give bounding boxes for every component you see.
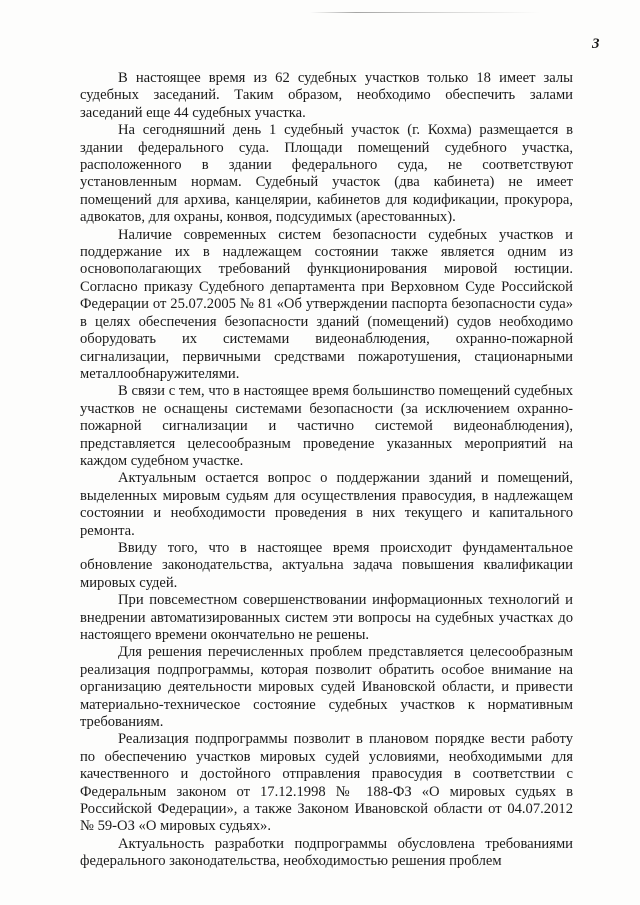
paragraph-information-technology: При повсеместном совершенствовании информационных технологий и внедрении автоматизированных систем эти вопросы на судебных участках до настоящего времени окончательно не решены. [80, 592, 573, 643]
paragraph-kokhma: На сегодняшний день 1 судебный участок (г. Кохма) размещается в здании федерального суда. Площади помещений судебного участка, расположенного в здании федерального суда, не соответствуют установленным нормам. Судебный участок (два кабинета) не имеет помещений для архива, канцелярии, кабинетов для кодификации, прокурора, адвокатов, для охраны, конвоя, подсудимых (арестованных). [80, 122, 573, 226]
paragraph-subprogram-solution: Для решения перечисленных проблем представляется целесообразным реализация подпрограммы, которая позволит обратить особое внимание на организацию деятельности мировых судей Ивановской области, и привести материально-техническое состояние судебных участков к нормативным требованиям. [80, 644, 573, 731]
paragraph-subprogram-implementation: Реализация подпрограммы позволит в плановом порядке вести работу по обеспечению участков мировых судей условиями, необходимыми для качественного и достойного отправления правосудия в соответствии с Федеральным законом от 17.12.1998 № 188-ФЗ «О мировых судьях в Российской Федерации», а также Законом Ивановской области от 04.07.2012 № 59-ОЗ «О мировых судьях». [80, 731, 573, 835]
page-number: 3 [592, 36, 600, 52]
paragraph-relevance: Актуальность разработки подпрограммы обусловлена требованиями федерального законодательства, необходимостью решения проблем [80, 835, 573, 870]
scan-artifact-line [310, 12, 540, 13]
paragraph-buildings-maintenance: Актуальным остается вопрос о поддержании зданий и помещений, выделенных мировым судьям для осуществления правосудия, в надлежащем состоянии и необходимости проведения в них текущего и капитального ремонта. [80, 470, 573, 539]
paragraph-security-measures: В связи с тем, что в настоящее время большинство помещений судебных участков не оснащены системами безопасности (за исключением охранно-пожарной сигнализации и частично системой видеонаблюдения), представляется целесообразным проведение указанных мероприятий на каждом судебном участке. [80, 383, 573, 469]
paragraph-qualification: Ввиду того, что в настоящее время происходит фундаментальное обновление законодательства, актуальна задача повышения квалификации мировых судей. [80, 539, 573, 591]
paragraph-security-systems: Наличие современных систем безопасности судебных участков и поддержание их в надлежащем состоянии также является одним из основополагающих требований функционирования мировой юстиции. Согласно приказу Судебного департамента при Верховном Суде Российской Федерации от 25.07.2005 № 81 «Об утверждении паспорта безопасности суда» в целях обеспечения безопасности зданий (помещений) судов необходимо оборудовать их системами видеонаблюдения, охранно-пожарной сигнализации, первичными средствами пожаротушения, стационарными металлообнаружителями. [80, 226, 573, 382]
paragraph-courtrooms: В настоящее время из 62 судебных участков только 18 имеет залы судебных заседаний. Таким образом, необходимо обеспечить залами заседаний еще 44 судебных участка. [80, 70, 573, 121]
document-body [80, 70, 573, 871]
